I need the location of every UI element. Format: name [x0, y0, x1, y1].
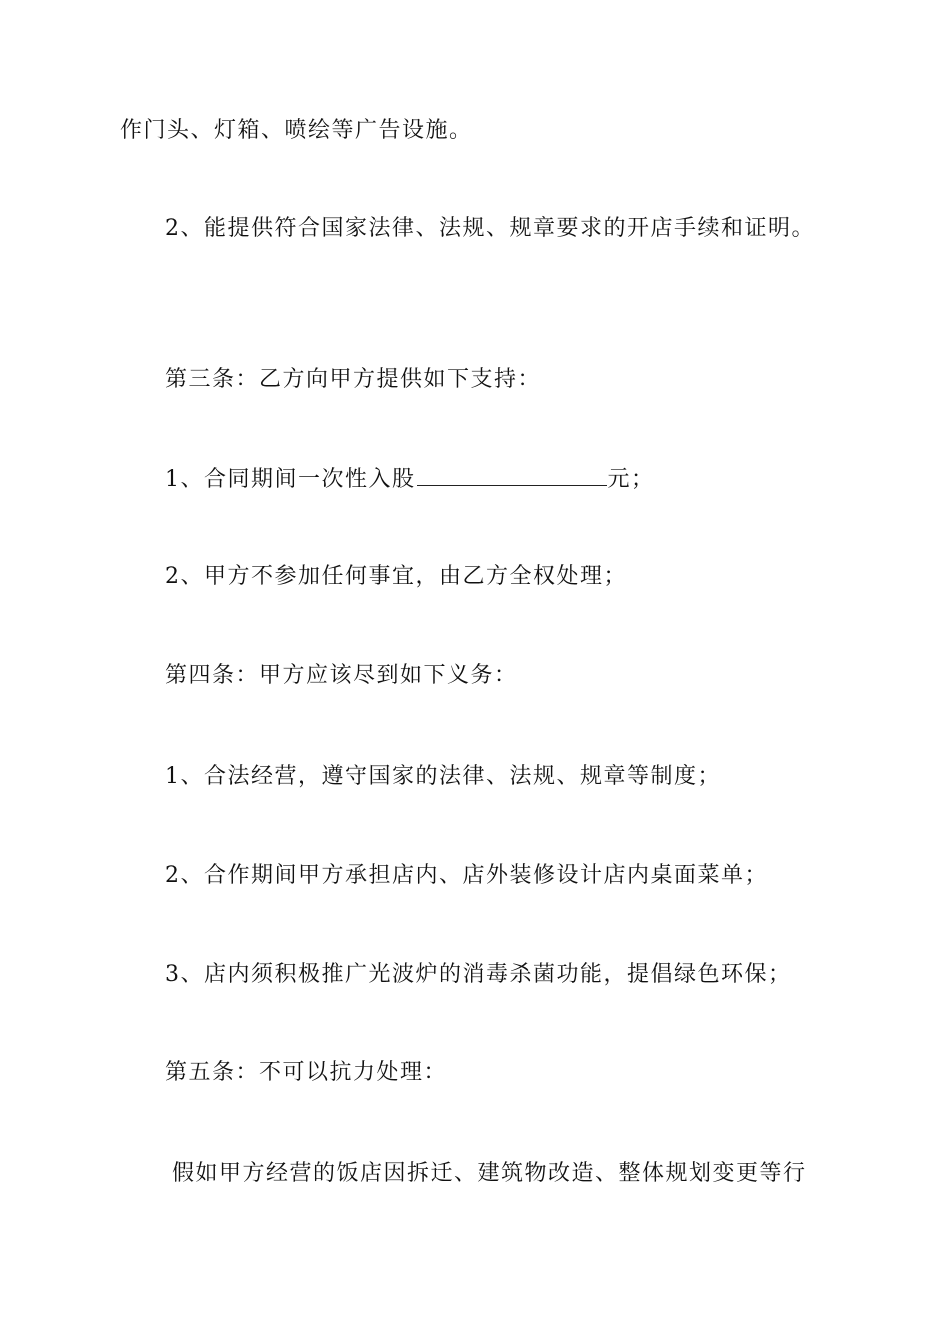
article-5-heading: 第五条：不可以抗力处理： — [165, 1060, 448, 1085]
amount-blank-line — [417, 463, 607, 486]
article-4-item-1: 1、合法经营，遵守国家的法律、法规、规章等制度； — [165, 764, 721, 789]
paragraph-continuation: 作门头、灯箱、喷绘等广告设施。 — [120, 118, 473, 143]
item-text-before-blank: 1、合同期间一次性入股 — [165, 467, 416, 492]
article-4-item-3: 3、店内须积极推广光波炉的消毒杀菌功能，提倡绿色环保； — [165, 962, 792, 987]
article-5-paragraph: 假如甲方经营的饭店因拆迁、建筑物改造、整体规划变更等行 — [172, 1161, 807, 1186]
article-3-item-2: 2、甲方不参加任何事宜，由乙方全权处理； — [165, 564, 627, 589]
article-3-heading: 第三条：乙方向甲方提供如下支持： — [165, 367, 542, 392]
article-3-item-1 — [165, 463, 655, 495]
article-4-heading: 第四条：甲方应该尽到如下义务： — [165, 663, 518, 688]
article-4-item-2: 2、合作期间甲方承担店内、店外装修设计店内桌面菜单； — [165, 863, 768, 888]
clause-2-item-2: 2、能提供符合国家法律、法规、规章要求的开店手续和证明。 — [165, 216, 815, 241]
item-text-after-blank: 元； — [607, 467, 655, 492]
